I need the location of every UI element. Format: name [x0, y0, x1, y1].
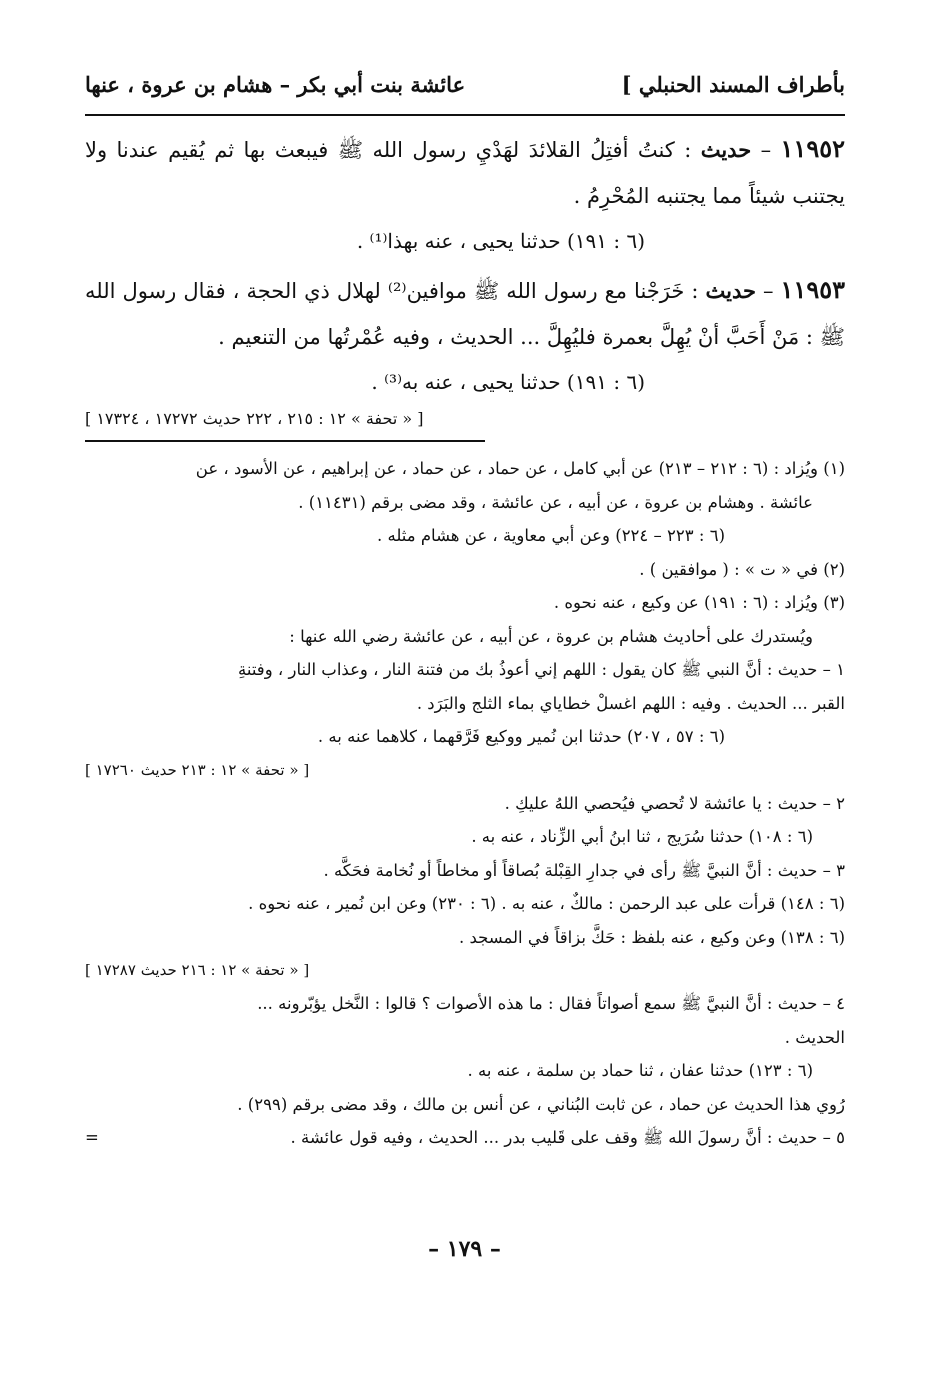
mustadrak-1-cont: القبر ... الحديث . وفيه : اللهم اغسلْ خطاياي بماء الثلج والبَرَد . — [416, 693, 845, 713]
mustadrak-3: ٣ – حديث : أنَّ النبيَّ ﷺ رأى في جدارِ القِبْلة بُصاقاً أو مخاطاً أو نُخامة فحَكَّه . — [323, 860, 845, 880]
hadith-number: ١١٩٥٢ — [780, 134, 845, 163]
mustadrak-3-tuhfa: [ « تحفة » ١٢ : ٢١٦ حديث ١٧٢٨٧ ] — [85, 961, 310, 979]
footnote-1-source: (٦ : ٢٢٣ – ٢٢٤) وعن أبي معاوية ، عن هشام مثله . — [376, 526, 725, 545]
hadith-source: (٦ : ١٩١) حدثنا يحيى ، عنه به⁽³⁾ . — [371, 370, 645, 394]
running-header — [85, 72, 845, 116]
hadith-text: : كنتُ أفتِلُ القلائدَ لهَدْيِ رسول الله ﷺ فيبعث بها ثم يُقيم عندنا ولا يجتنب شيئاً مما يجتنبه المُحْرِمُ . — [85, 138, 845, 208]
footnote-2: (٢) في « ت » : ( موافقين ) . — [639, 559, 845, 579]
footnote-1: (١) ويُزاد : (٦ : ٢١٢ – ٢١٣) عن أبي كامل ، عن حماد ، عن حماد ، عن إبراهيم ، عن الأسود ، عن — [195, 459, 845, 478]
mustadrak-5 — [85, 1121, 845, 1155]
mustadrak-4-note: رُوي هذا الحديث عن حماد ، عن ثابت البُناني ، عن أنس بن مالك ، وقد مضى برقم (٢٩٩) . — [237, 1094, 845, 1114]
header-book-title: بأطراف المسند الحنبلي ] — [621, 72, 845, 97]
hadith-11953: ١١٩٥٣ – حديث : خَرَجْنا مع رسول الله ﷺ موافين⁽²⁾ لهلال ذي الحجة ، فقال رسول الله ﷺ : مَنْ أَحَبَّ أنْ يُهِلَّ بعمرة فليُهِلَّ ... الحديث ، وفيه عُمْرتُها من التنعيم . — [85, 275, 845, 349]
page-number: – ١٧٩ – — [428, 1236, 501, 1262]
mustadrak-5-text: ٥ – حديث : أنَّ رسولَ الله ﷺ وقف على قَليب بدر ... الحديث ، وفيه قول عائشة . — [290, 1128, 845, 1147]
mustadrak-1-source: (٦ : ٥٧ ، ٢٠٧) حدثنا ابن نُمير ووكيع فَرَّقهما ، كلاهما عنه به . — [317, 727, 725, 746]
main-text — [85, 126, 845, 434]
mustadrak-intro: ويُستدرك على أحاديث هشام بن عروة ، عن أبيه ، عن عائشة رضي الله عنها : — [289, 626, 813, 646]
mustadrak-1-tuhfa: [ « تحفة » ١٢ : ٢١٣ حديث ١٧٢٦٠ ] — [85, 760, 310, 779]
mustadrak-2: ٢ – حديث : يا عائشة لا تُحصي فيُحصي اللهُ عليكِ . — [504, 793, 845, 813]
header-chapter: عائشة بنت أبي بكر – هشام بن عروة ، عنها — [85, 72, 466, 97]
mustadrak-4-source: (٦ : ١٢٣) حدثنا عفان ، ثنا حماد بن سلمة ، عنه به . — [467, 1061, 813, 1080]
mustadrak-1: ١ – حديث : أنَّ النبي ﷺ كان يقول : اللهم إني أعوذُ بك من فتنة النار ، وعذاب النار ، وفتنةِ — [238, 660, 845, 679]
hadith-11952: ١١٩٥٢ – حديث : كنتُ أفتِلُ القلائدَ لهَدْيِ رسول الله ﷺ فيبعث بها ثم يُقيم عندنا ولا يجتنب شيئاً مما يجتنبه المُحْرِمُ . — [85, 134, 845, 208]
page — [85, 72, 845, 1155]
footnotes — [85, 452, 845, 1155]
mustadrak-2-source: (٦ : ١٠٨) حدثنا سُرَيج ، ثنا ابنُ أبي الزِّناد ، عنه به . — [471, 827, 813, 846]
mustadrak-3-source: (٦ : ١٤٨) قرأت على عبد الرحمن : مالكٌ ، عنه به . (٦ : ٢٣٠) وعن ابن نُمير ، عنه نحوه . — [248, 894, 845, 913]
continuation-mark: = — [85, 1128, 99, 1147]
mustadrak-4: ٤ – حديث : أنَّ النبيَّ ﷺ سمع أصواتاً فقال : ما هذه الأصوات ؟ قالوا : النَّخل يؤبّرونه ... — [257, 994, 845, 1013]
mustadrak-3-source-2: (٦ : ١٣٨) وعن وكيع ، عنه بلفظ : حَكَّ بزاقاً في المسجد . — [458, 927, 845, 947]
hadith-keyword: حديث — [705, 278, 756, 303]
footnote-divider — [85, 440, 485, 442]
tuhfa-reference: [ « تحفة » ١٢ : ٢١٥ ، ٢٢٢ حديث ١٧٢٧٢ ، ١٧٣٢٤ ] — [85, 409, 424, 428]
hadith-keyword: حديث — [700, 137, 752, 162]
hadith-number: ١١٩٥٣ — [780, 275, 845, 304]
hadith-text: : خَرَجْنا مع رسول الله ﷺ موافين⁽²⁾ لهلال ذي الحجة ، فقال رسول الله ﷺ : مَنْ أَحَبَّ أنْ يُهِلَّ بعمرة فليُهِلَّ ... الحديث ، وفيه عُمْرتُها من التنعيم . — [85, 279, 845, 349]
footnote-1-cont: عائشة . وهشام بن عروة ، عن أبيه ، عن عائشة ، وقد مضى برقم (١١٤٣١) . — [298, 492, 813, 512]
mustadrak-4-cont: الحديث . — [784, 1027, 845, 1047]
footnote-3: (٣) ويُزاد : (٦ : ١٩١) عن وكيع ، عنه نحوه . — [553, 593, 845, 612]
hadith-source: (٦ : ١٩١) حدثنا يحيى ، عنه بهذا⁽¹⁾ . — [356, 229, 645, 253]
